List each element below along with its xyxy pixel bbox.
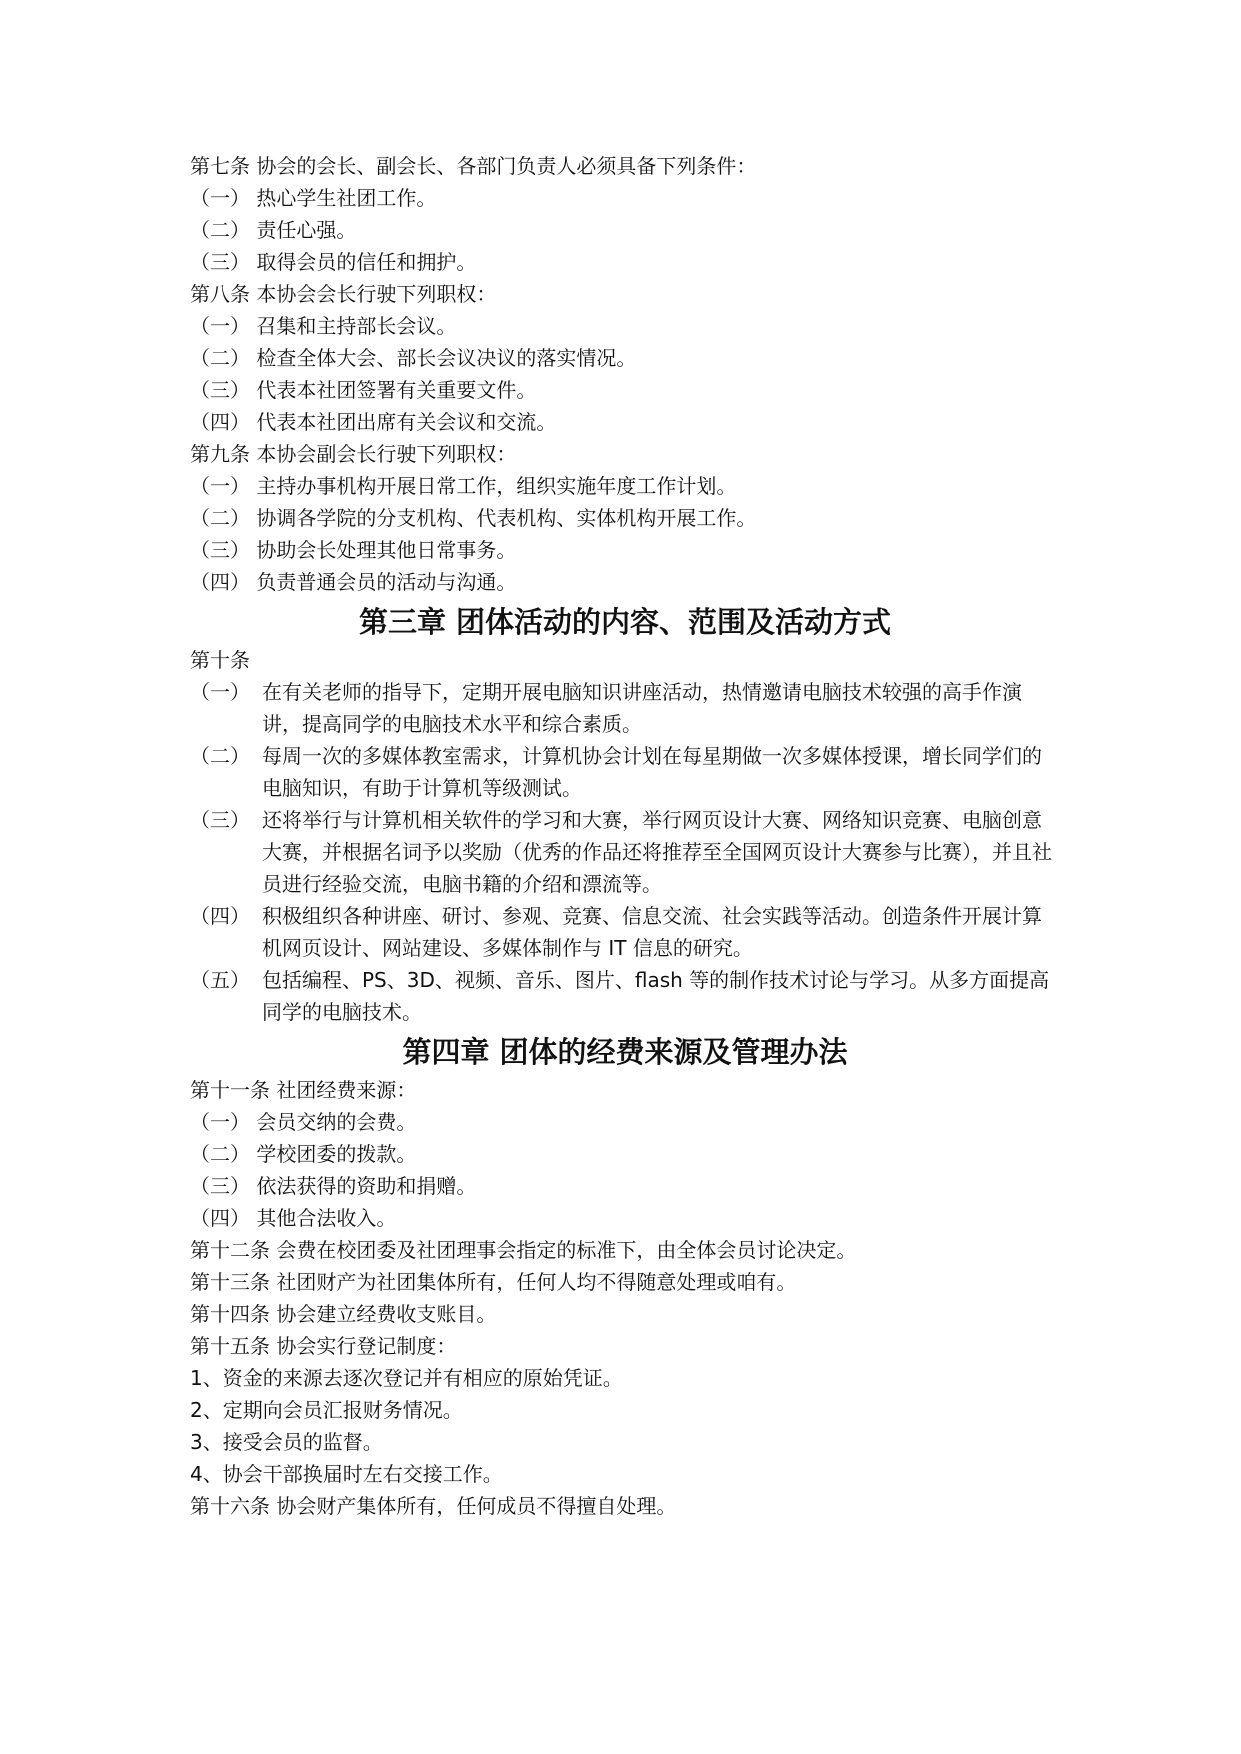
article-11-item-2: （二） 学校团委的拨款。	[190, 1142, 417, 1166]
article-11-item-1: （一） 会员交纳的会费。	[190, 1110, 417, 1134]
article-10-item-2	[190, 740, 1060, 804]
document-body	[190, 150, 1060, 1522]
article-10-item-3	[190, 804, 1060, 900]
article-9-item-2: （二） 协调各学院的分支机构、代表机构、实体机构开展工作。	[190, 506, 757, 530]
item-number: （四）	[190, 904, 250, 928]
article-7: 第七条 协会的会长、副会长、各部门负责人必须具备下列条件：	[190, 154, 757, 178]
article-12: 第十二条 会费在校团委及社团理事会指定的标准下，由全体会员讨论决定。	[190, 1238, 857, 1262]
chapter-4-heading: 第四章 团体的经费来源及管理办法	[402, 1035, 848, 1069]
article-15-item-4: 4、协会干部换届时左右交接工作。	[190, 1462, 503, 1486]
article-7-item-2: （二） 责任心强。	[190, 218, 357, 242]
article-14: 第十四条 协会建立经费收支账目。	[190, 1302, 497, 1326]
item-text: 还将举行与计算机相关软件的学习和大赛，举行网页设计大赛、网络知识竞赛、电脑创意大赛，并根据名词予以奖励（优秀的作品还将推荐至全国网页设计大赛参与比赛），并且社员进行经验交流，电脑书籍的介绍和漂流等。	[262, 808, 1052, 896]
article-10-item-5	[190, 964, 1060, 1028]
item-text: 每周一次的多媒体教室需求，计算机协会计划在每星期做一次多媒体授课，增长同学们的电脑知识，有助于计算机等级测试。	[262, 744, 1042, 800]
article-15-item-2: 2、定期向会员汇报财务情况。	[190, 1398, 463, 1422]
article-9-item-4: （四） 负责普通会员的活动与沟通。	[190, 570, 517, 594]
article-13: 第十三条 社团财产为社团集体所有，任何人均不得随意处理或咱有。	[190, 1270, 797, 1294]
article-16: 第十六条 协会财产集体所有，任何成员不得擅自处理。	[190, 1494, 677, 1518]
item-text: 积极组织各种讲座、研讨、参观、竞赛、信息交流、社会实践等活动。创造条件开展计算机网页设计、网站建设、多媒体制作与 IT 信息的研究。	[262, 904, 1042, 960]
item-number: （一）	[190, 680, 250, 704]
item-number: （五）	[190, 968, 250, 992]
article-10: 第十条	[190, 648, 250, 672]
article-8-item-4: （四） 代表本社团出席有关会议和交流。	[190, 410, 557, 434]
article-7-item-1: （一） 热心学生社团工作。	[190, 186, 437, 210]
item-text: 在有关老师的指导下，定期开展电脑知识讲座活动，热情邀请电脑技术较强的高手作演讲，提高同学的电脑技术水平和综合素质。	[262, 680, 1022, 736]
article-10-item-1	[190, 676, 1060, 740]
chapter-3-heading: 第三章 团体活动的内容、范围及活动方式	[358, 605, 892, 639]
article-11: 第十一条 社团经费来源：	[190, 1078, 417, 1102]
article-15-item-1: 1、资金的来源去逐次登记并有相应的原始凭证。	[190, 1366, 623, 1390]
article-8-item-2: （二） 检查全体大会、部长会议决议的落实情况。	[190, 346, 637, 370]
article-9-item-1: （一） 主持办事机构开展日常工作，组织实施年度工作计划。	[190, 474, 737, 498]
article-10-item-4	[190, 900, 1060, 964]
item-text: 包括编程、PS、3D、视频、音乐、图片、flash 等的制作技术讨论与学习。从多方面提高同学的电脑技术。	[262, 968, 1050, 1024]
article-8-item-1: （一） 召集和主持部长会议。	[190, 314, 457, 338]
article-8: 第八条 本协会会长行驶下列职权：	[190, 282, 497, 306]
article-8-item-3: （三） 代表本社团签署有关重要文件。	[190, 378, 537, 402]
article-11-item-3: （三） 依法获得的资助和捐赠。	[190, 1174, 477, 1198]
article-7-item-3: （三） 取得会员的信任和拥护。	[190, 250, 477, 274]
article-9: 第九条 本协会副会长行驶下列职权：	[190, 442, 517, 466]
item-number: （二）	[190, 744, 250, 768]
article-9-item-3: （三） 协助会长处理其他日常事务。	[190, 538, 517, 562]
item-number: （三）	[190, 808, 250, 832]
article-11-item-4: （四） 其他合法收入。	[190, 1206, 397, 1230]
article-15: 第十五条 协会实行登记制度：	[190, 1334, 457, 1358]
article-15-item-3: 3、接受会员的监督。	[190, 1430, 383, 1454]
